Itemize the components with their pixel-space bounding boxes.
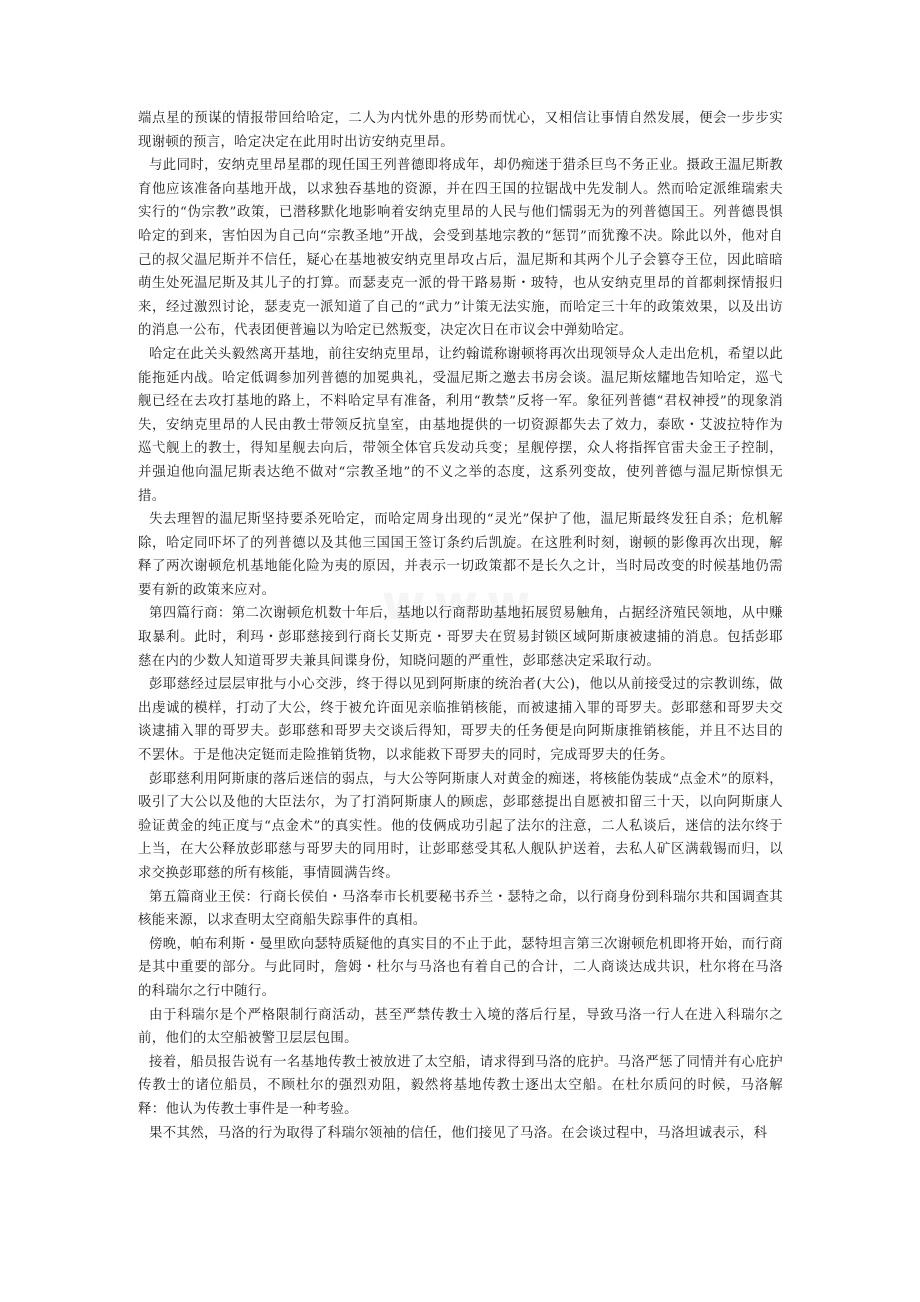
document-body <box>138 107 783 1145</box>
paragraph: 果不其然，马洛的行为取得了科瑞尔领袖的信任，他们接见了马洛。在会谈过程中，马洛坦诚表示，科 <box>149 1125 768 1141</box>
paragraph: 第四篇行商：第二次谢顿危机数十年后，基地以行商帮助基地拓展贸易触角，占据经济殖民领地，从中赚取暴利。此时，利玛・彭耶慈接到行商长艾斯克・哥罗夫在贸易封锁区域阿斯康被逮捕的消息。包括彭耶慈在内的少数人知道哥罗夫兼具间谍身份，知晓问题的严重性，彭耶慈决定采取行动。 <box>138 606 783 669</box>
paragraph: 端点星的预谋的情报带回给哈定，二人为内忧外患的形势而忧心，又相信让事情自然发展，便会一步步实现谢顿的预言，哈定决定在此用时出访安纳克里昂。 <box>138 111 783 150</box>
paragraph: 彭耶慈利用阿斯康的落后迷信的弱点，与大公等阿斯康人对黄金的痴迷，将核能伪装成“点金术”的原料，吸引了大公以及他的大臣法尔，为了打消阿斯康人的顾虑，彭耶慈提出自愿被扣留三十天，以向阿斯康人验证黄金的纯正度与“点金术”的真实性。他的伎俩成功引起了法尔的注意，二人私谈后，迷信的法尔终于上当，在大公释放彭耶慈与哥罗夫的同用时，让彭耶慈受其私人舰队护送着，去私人矿区满载锡而归，以求交换彭耶慈的所有核能，事情圆满告终。 <box>138 771 783 881</box>
paragraph: 与此同时，安纳克里昂星郡的现任国王列普德即将成年，却仍痴迷于猎杀巨鸟不务正业。摄政王温尼斯教育他应该准备向基地开战，以求独吞基地的资源，并在四王国的拉锯战中先发制人。然而哈定派维瑞索夫实行的“伪宗教”政策，已潜移默化地影响着安纳克里昂的人民与他们懦弱无为的列普德国王。列普德畏惧哈定的到来，害怕因为自己向“宗教圣地”开战，会受到基地宗教的“惩罚”而犹豫不决。除此以外，他对自己的叔父温尼斯并不信任，疑心在基地被安纳克里昂攻占后，温尼斯和其两个儿子会篡夺王位，因此暗暗萌生处死温尼斯及其儿子的打算。而瑟麦克一派的骨干路易斯・玻特，也从安纳克里昂的首都刺探情报归来，经过激烈讨论，瑟麦克一派知道了自己的“武力”计策无法实施，而哈定三十年的政策效果，以及出访的消息一公布，代表团便普遍以为哈定已然叛变，决定次日在市议会中弹劾哈定。 <box>138 158 783 339</box>
paragraph: 傍晚，帕布利斯・曼里欧向瑟特质疑他的真实目的不止于此，瑟特坦言第三次谢顿危机即将开始，而行商是其中重要的部分。与此同时，詹姆・杜尔与马洛也有着自己的合计，二人商谈达成共识，杜尔将在马洛的科瑞尔之行中随行。 <box>138 936 783 999</box>
paragraph: 由于科瑞尔是个严格限制行商活动，甚至严禁传教士入境的落后行星，导致马洛一行人在进入科瑞尔之前，他们的太空船被警卫层层包围。 <box>138 1007 783 1047</box>
paragraph: 接着，船员报告说有一名基地传教士被放进了太空船，请求得到马洛的庇护。马洛严惩了同情并有心庇护传教士的诸位船员，不顾杜尔的强烈劝阻，毅然将基地传教士逐出太空船。在杜尔质问的时候，马洛解释：他认为传教士事件是一种考验。 <box>138 1054 783 1117</box>
paragraph: 第五篇商业王侯：行商长侯伯・马洛奉市长机要秘书乔兰・瑟特之命，以行商身份到科瑞尔共和国调查其核能来源，以求查明太空商船失踪事件的真相。 <box>138 889 783 929</box>
paragraph: 失去理智的温尼斯坚持要杀死哈定，而哈定周身出现的“灵光”保护了他，温尼斯最终发狂自杀；危机解除，哈定同吓坏了的列普德以及其他三国国王签订条约后凯旋。在这胜利时刻，谢顿的影像再次出现，解释了两次谢顿危机基地能化险为夷的原因，并表示一切政策都不是长久之计，当时局改变的时候基地仍需要有新的政策来应对。 <box>138 512 783 598</box>
paragraph: 哈定在此关头毅然离开基地，前往安纳克里昂，让约翰谎称谢顿将再次出现领导众人走出危机，希望以此能拖延内战。哈定低调参加列普德的加冕典礼，受温尼斯之邀去书房会谈。温尼斯炫耀地告知哈定，巡弋舰已经在去攻打基地的路上，不料哈定早有准备，利用“教禁”反将一军。象征列普德“君权神授”的现象消失，安纳克里昂的人民由教士带领反抗皇室，由基地提供的一切资源都失去了效力，泰欧・艾波拉特作为巡弋舰上的教士，得知星舰去向后，带领全体官兵发动兵变；星舰停摆，众人将指挥官雷夫金王子控制，并强迫他向温尼斯表达绝不做对“宗教圣地”的不义之举的态度，这系列变故，使列普德与温尼斯惊惧无措。 <box>138 346 783 504</box>
paragraph: 彭耶慈经过层层审批与小心交涉，终于得以见到阿斯康的统治者(大公)，他以从前接受过的宗教训练，做出虔诚的模样，打动了大公，终于被允许面见亲临推销核能，而被逮捕入罪的哥罗夫。彭耶慈和哥罗夫交谈逮捕入罪的哥罗夫。彭耶慈和哥罗夫交谈后得知，哥罗夫的任务便是向阿斯康推销核能，并且不达目的不罢休。于是他决定铤而走险推销货物，以求能救下哥罗夫的同时，完成哥罗夫的任务。 <box>138 677 783 764</box>
